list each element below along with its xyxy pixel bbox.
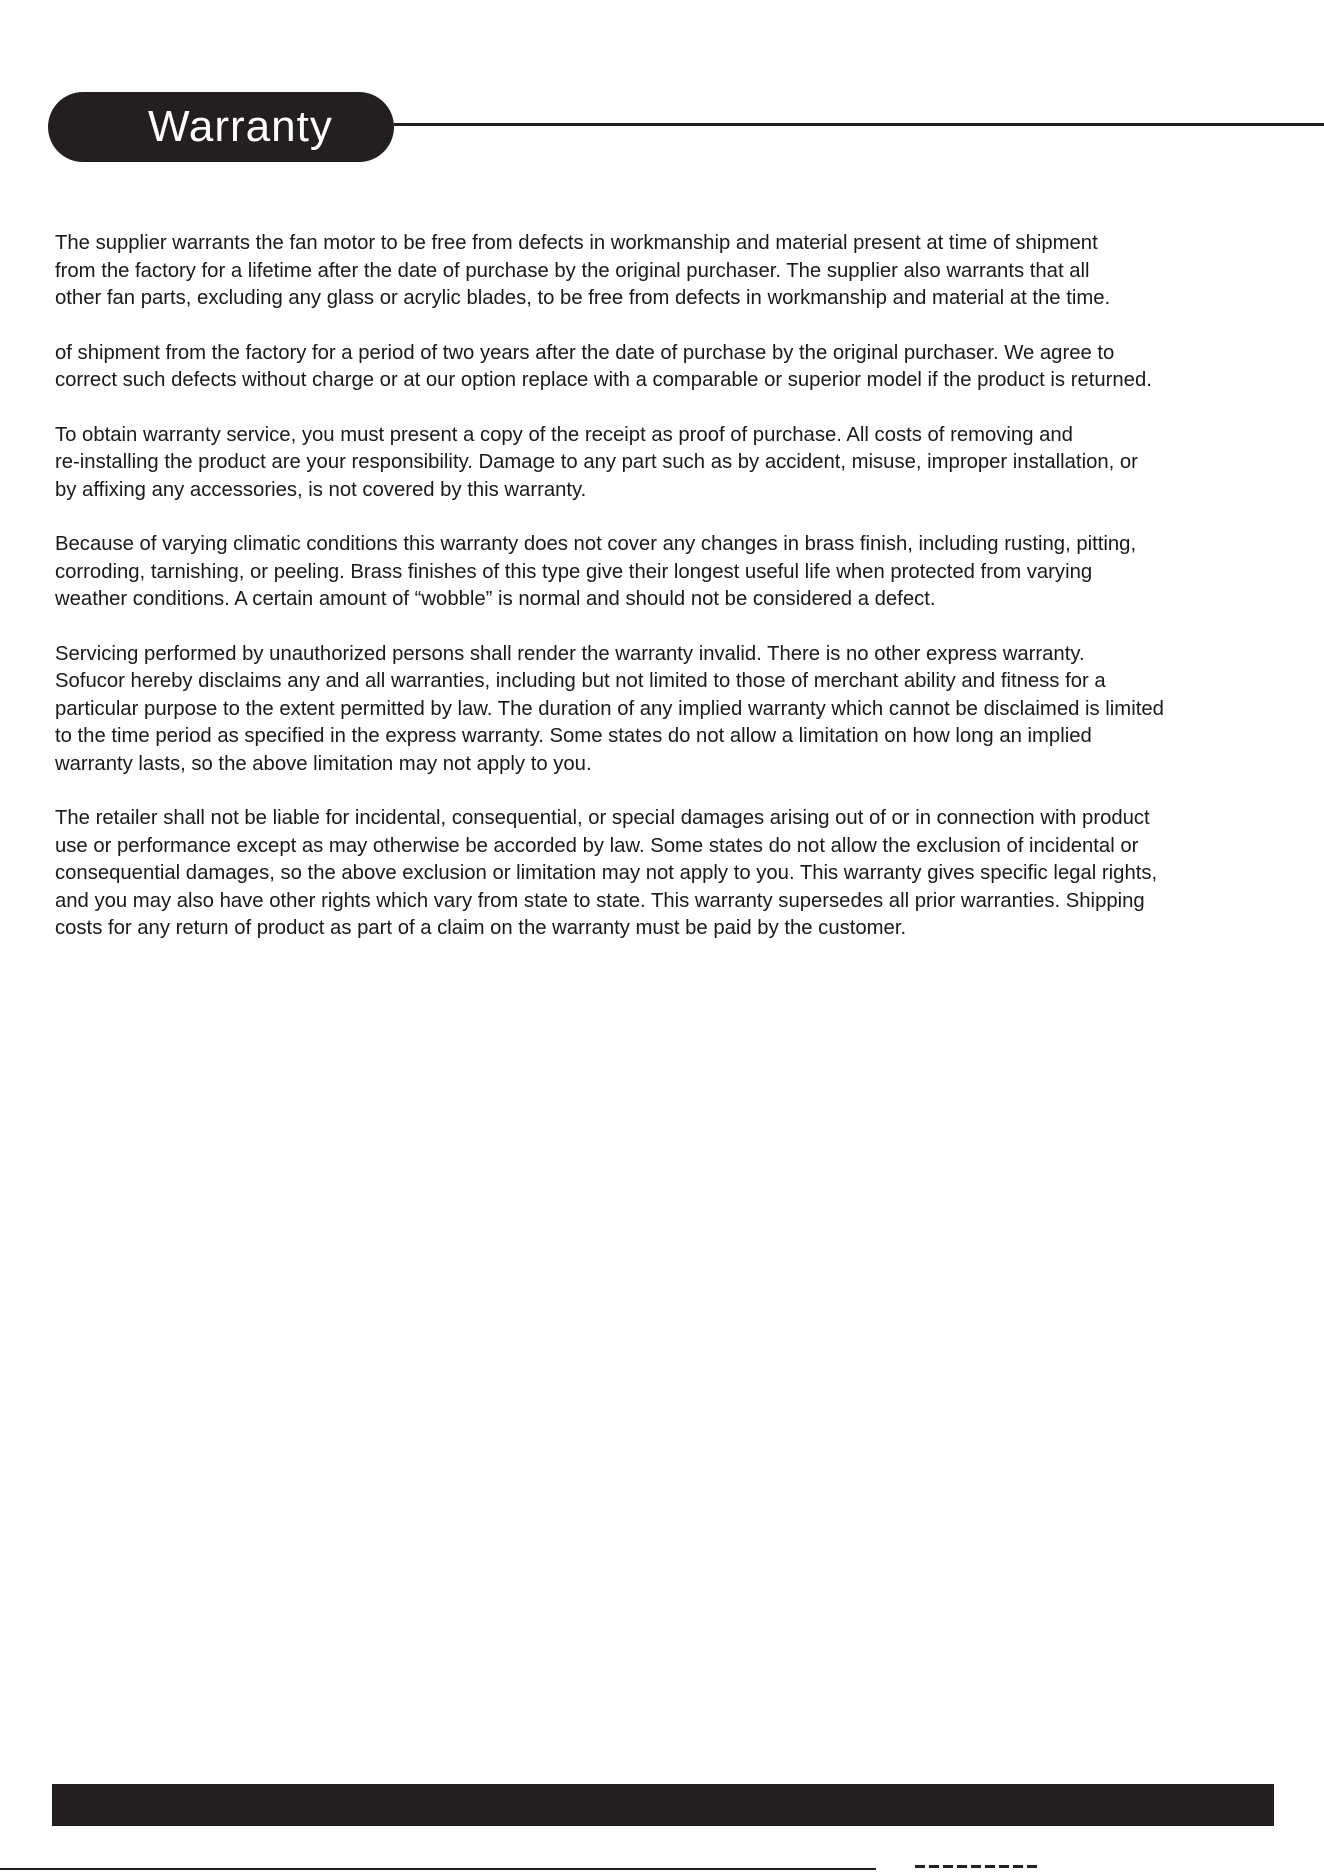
text-line: costs for any return of product as part of a claim on the warranty must be paid by the customer. — [55, 917, 907, 939]
bottom-mark — [915, 1865, 1039, 1868]
text-line: correct such defects without charge or at our option replace with a comparable or superior model if the product is returned. — [55, 369, 1152, 391]
text-line: Servicing performed by unauthorized persons shall render the warranty invalid. There is no other express warranty. — [55, 642, 1085, 665]
text-line: re-installing the product are your responsibility. Damage to any part such as by accident, misuse, improper installation, or — [55, 451, 1138, 473]
text-line: Because of varying climatic conditions this warranty does not cover any changes in brass finish, including rusting, pitting, — [55, 533, 1137, 555]
footer-bar — [52, 1784, 1274, 1826]
title-pill — [48, 92, 394, 162]
paragraph-warranty-service — [55, 422, 1285, 505]
title-rule — [394, 123, 1324, 126]
warranty-body — [55, 230, 1285, 970]
text-line: The supplier warrants the fan motor to be free from defects in workmanship and material present at time of shipment — [55, 232, 1098, 254]
text-line: and you may also have other rights which vary from state to state. This warranty supersedes all prior warranties. Shipping — [55, 889, 1145, 912]
paragraph-brass-finish — [55, 531, 1285, 614]
paragraph-servicing — [55, 641, 1285, 779]
text-line: of shipment from the factory for a period of two years after the date of purchase by the original purchaser. We agree to — [55, 341, 1115, 364]
page-title: Warranty — [148, 102, 333, 151]
text-line: warranty lasts, so the above limitation may not apply to you. — [55, 752, 592, 775]
paragraph-parts-warranty — [55, 340, 1285, 395]
text-line: by affixing any accessories, is not covered by this warranty. — [55, 478, 587, 501]
paragraph-motor-warranty — [55, 230, 1285, 313]
bottom-rule — [0, 1868, 876, 1870]
paragraph-retailer-liability — [55, 805, 1285, 943]
text-line: consequential damages, so the above exclusion or limitation may not apply to you. This warranty gives specific legal rights, — [55, 862, 1158, 884]
section-header — [48, 92, 1278, 162]
text-line: other fan parts, excluding any glass or acrylic blades, to be free from defects in workmanship and material at the time. — [55, 287, 1111, 309]
text-line: from the factory for a lifetime after the date of purchase by the original purchaser. The supplier also warrants that all — [55, 259, 1090, 282]
text-line: particular purpose to the extent permitted by law. The duration of any implied warranty which cannot be disclaimed is limited — [55, 697, 1164, 720]
text-line: corroding, tarnishing, or peeling. Brass finishes of this type give their longest useful life when protected from varying — [55, 560, 1093, 583]
text-line: use or performance except as may otherwise be accorded by law. Some states do not allow the exclusion of incidental or — [55, 834, 1139, 857]
text-line: to the time period as specified in the express warranty. Some states do not allow a limitation on how long an implied — [55, 725, 1092, 747]
text-line: weather conditions. A certain amount of “wobble” is normal and should not be considered a defect. — [55, 588, 936, 610]
text-line: To obtain warranty service, you must present a copy of the receipt as proof of purchase. All costs of removing and — [55, 423, 1073, 446]
text-line: Sofucor hereby disclaims any and all warranties, including but not limited to those of merchant ability and fitness for a — [55, 670, 1106, 692]
text-line: The retailer shall not be liable for incidental, consequential, or special damages arising out of or in connection with product — [55, 807, 1150, 829]
